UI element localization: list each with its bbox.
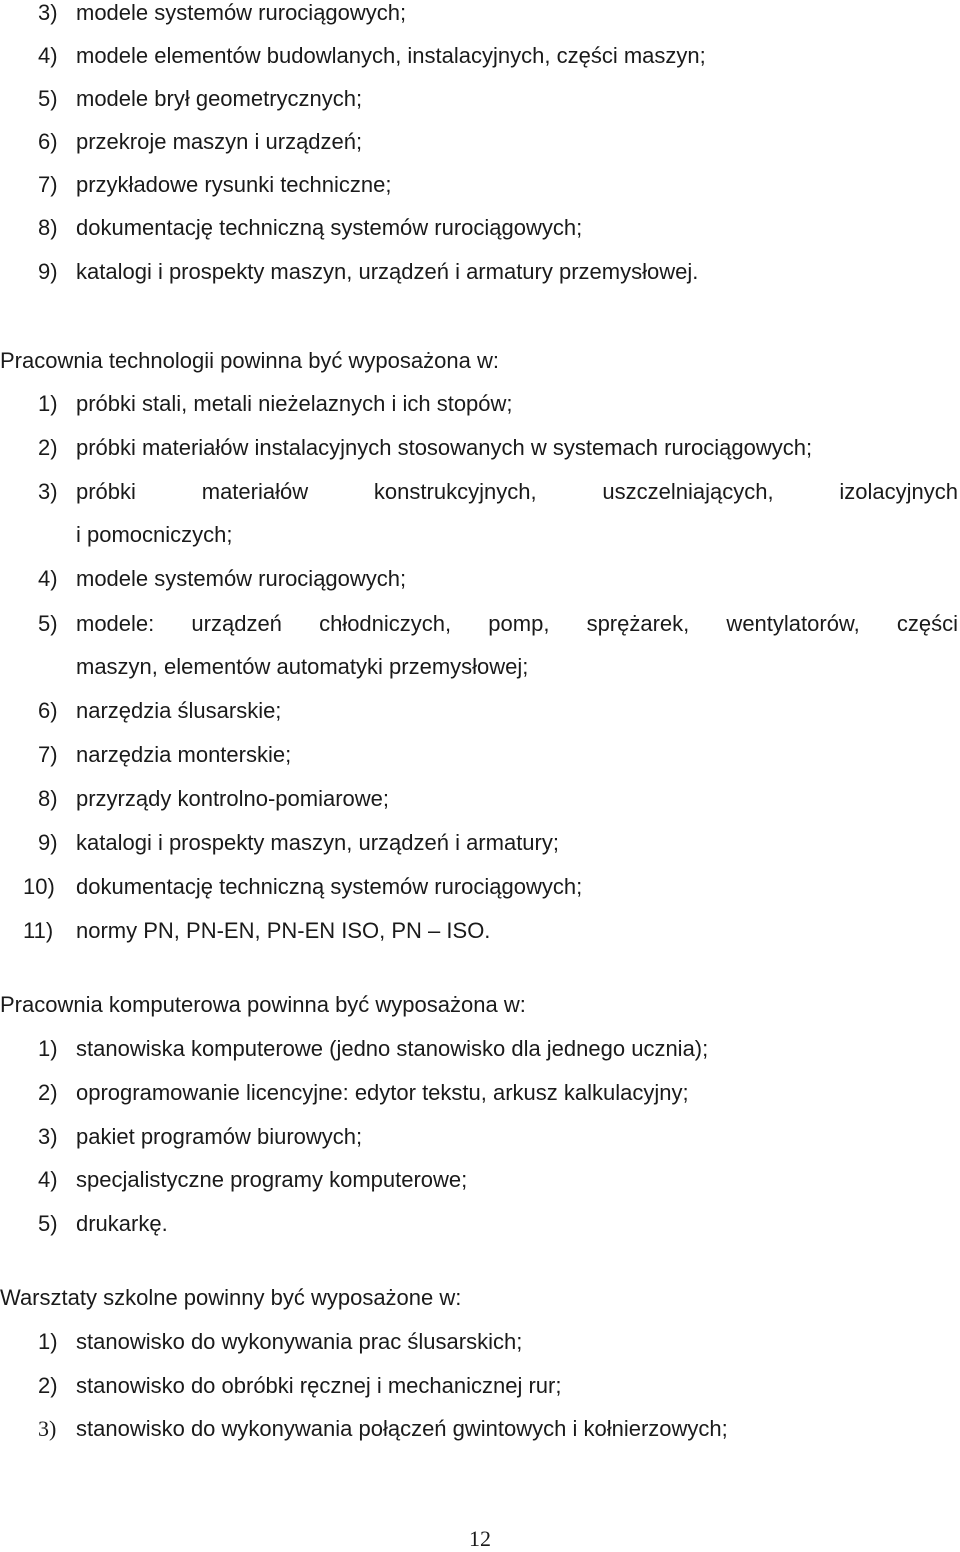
list-item-text: stanowisko do wykonywania prac ślusarskich; (76, 1329, 523, 1354)
list-item-number: 1) (38, 1036, 58, 1061)
list-item-number: 5) (38, 1211, 58, 1236)
list-item-text: dokumentację techniczną systemów rurociągowych; (76, 874, 583, 899)
list-item-text: stanowiska komputerowe (jedno stanowisko dla jednego ucznia); (76, 1036, 709, 1061)
list-item-number: 2) (38, 1373, 58, 1398)
list-item-text: modele systemów rurociągowych; (76, 0, 407, 25)
list-item-text: przykładowe rysunki techniczne; (76, 172, 392, 197)
list-item-number: 9) (38, 259, 58, 284)
list-item-number: 2) (38, 1080, 58, 1105)
list-item-number: 1) (38, 1329, 58, 1354)
list-item-text: modele brył geometrycznych; (76, 86, 363, 111)
list-item-number: 4) (38, 566, 58, 591)
list-item-text: próbki materiałów instalacyjnych stosowanych w systemach rurociągowych; (76, 435, 813, 460)
list-item-text: drukarkę. (76, 1211, 168, 1236)
list-item-number: 2) (38, 435, 58, 460)
list-item-number: 11) (23, 918, 54, 943)
list-item-number: 3) (38, 1124, 58, 1149)
section-heading-text: Pracownia komputerowa powinna być wyposażona w: (0, 992, 526, 1017)
list-item-text: przekroje maszyn i urządzeń; (76, 129, 363, 154)
section-heading-text: Pracownia technologii powinna być wyposażona w: (0, 348, 499, 373)
list-item-number: 5) (38, 611, 58, 636)
list-item-text: modele elementów budowlanych, instalacyjnych, części maszyn; (76, 43, 706, 68)
list-item-number: 3) (38, 1416, 57, 1441)
list-item-text: narzędzia monterskie; (76, 742, 292, 767)
list-item-text: stanowisko do wykonywania połączeń gwintowych i kołnierzowych; (76, 1416, 728, 1441)
list-item-text: próbki stali, metali nieżelaznych i ich stopów; (76, 391, 513, 416)
section-heading-text: Warsztaty szkolne powinny być wyposażone w: (0, 1285, 462, 1310)
list-item-text: katalogi i prospekty maszyn, urządzeń i armatury przemysłowej. (76, 259, 699, 284)
list-item-text: specjalistyczne programy komputerowe; (76, 1167, 468, 1192)
list-item-text: dokumentację techniczną systemów rurociągowych; (76, 215, 583, 240)
list-item-text: katalogi i prospekty maszyn, urządzeń i armatury; (76, 830, 559, 855)
list-item-number: 10) (23, 874, 55, 899)
list-item-number: 8) (38, 215, 58, 240)
list-item-number: 1) (38, 391, 58, 416)
list-item-text: modele: urządzeń chłodniczych, pomp, sprężarek, wentylatorów, części (76, 611, 958, 636)
list-item-number: 3) (38, 0, 58, 25)
list-item-text: narzędzia ślusarskie; (76, 698, 282, 723)
list-item-number: 7) (38, 172, 58, 197)
list-item-number: 7) (38, 742, 58, 767)
list-item-text: normy PN, PN-EN, PN-EN ISO, PN – ISO. (76, 918, 491, 943)
list-item-number: 4) (38, 43, 58, 68)
list-item-number: 4) (38, 1167, 58, 1192)
list-item-number: 8) (38, 786, 58, 811)
list-item-text: przyrządy kontrolno-pomiarowe; (76, 786, 390, 811)
list-item-text: i pomocniczych; (76, 522, 233, 547)
list-item-number: 6) (38, 698, 58, 723)
list-item-number: 9) (38, 830, 58, 855)
list-item-text: modele systemów rurociągowych; (76, 566, 407, 591)
list-item-text: oprogramowanie licencyjne: edytor tekstu, arkusz kalkulacyjny; (76, 1080, 689, 1105)
list-item-number: 3) (38, 479, 58, 504)
list-item-text: pakiet programów biurowych; (76, 1124, 363, 1149)
list-item-text: stanowisko do obróbki ręcznej i mechanicznej rur; (76, 1373, 562, 1398)
page-number: 12 (469, 1526, 491, 1551)
list-item-text: maszyn, elementów automatyki przemysłowej; (76, 654, 529, 679)
list-item-number: 5) (38, 86, 58, 111)
list-item-text: próbki materiałów konstrukcyjnych, uszczelniających, izolacyjnych (76, 479, 958, 504)
list-item-number: 6) (38, 129, 58, 154)
